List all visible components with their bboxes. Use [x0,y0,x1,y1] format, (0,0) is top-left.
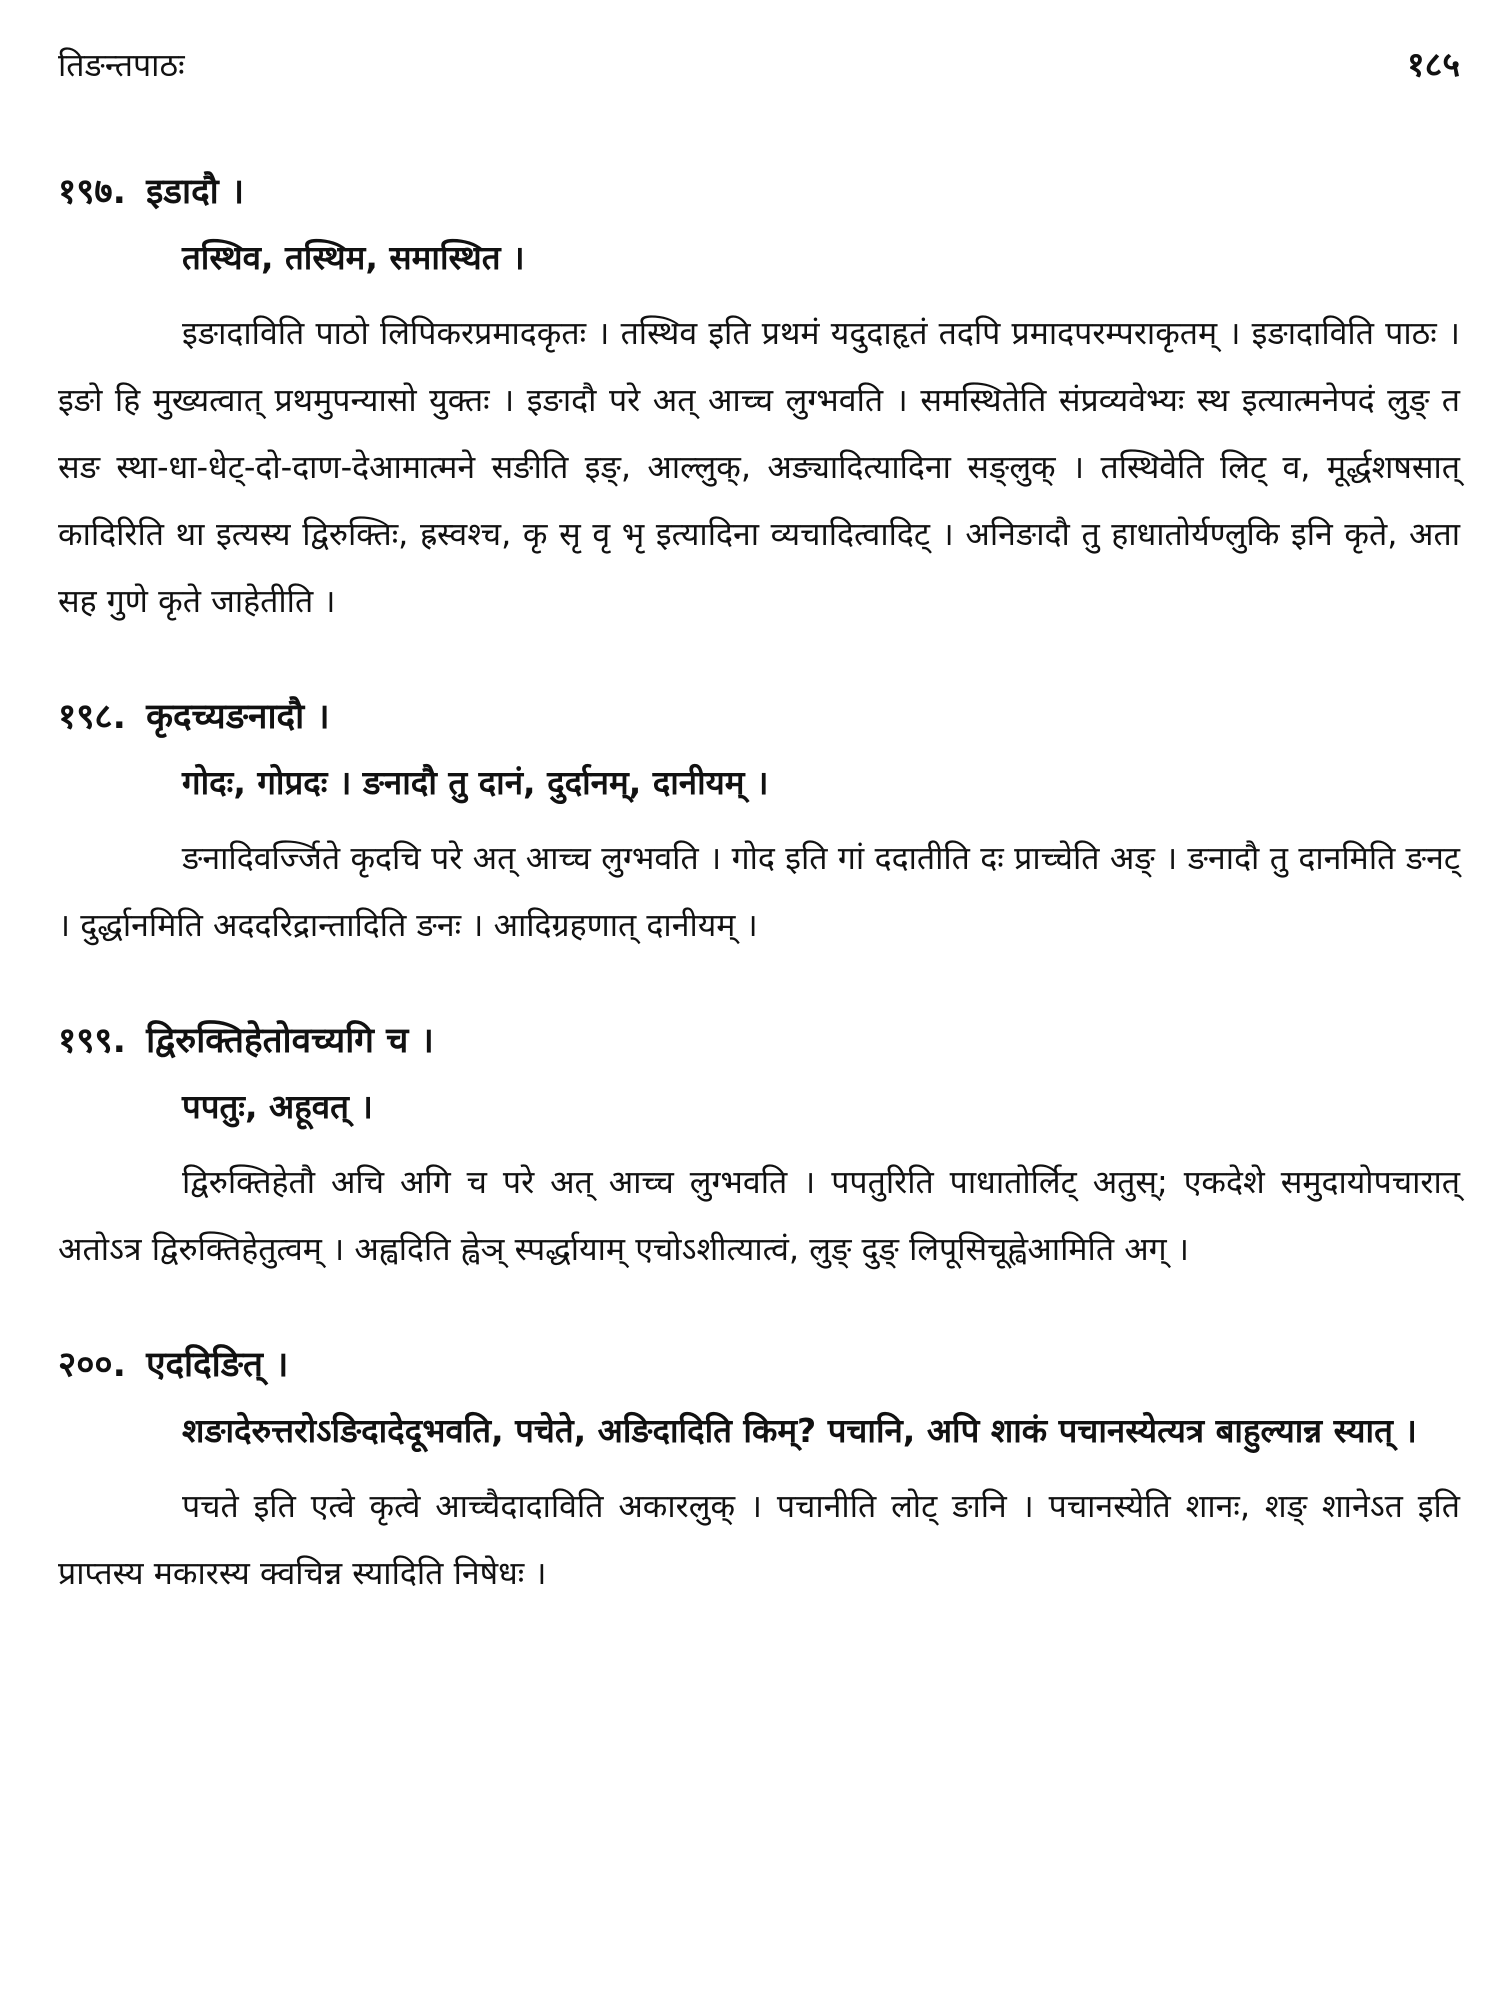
sutra-number: २००. [58,1345,126,1385]
sutra-heading [58,691,1460,743]
sutra-examples: गोदः, गोप्रदः । ङनादौ तु दानं, दुर्दानम्, दानीयम् । [182,763,769,802]
sutra-heading [58,1015,1460,1067]
sutra-heading [58,166,1460,218]
sutra-commentary: द्विरुक्तिहेतौ अचि अगि च परे अत् आच्च लुग्भवति । पपतुरिति पाधातोर्लिट् अतुस्; एकदेशे समुदायोपचारात् अतोऽत्र द्विरुक्तिहेतुत्वम् । अह्वदिति ह्वेञ् स्पर्द्धायाम् एचोऽशीत्यात्वं, लुङ् दुङ् लिपूसिचूह्वेआमिति अग् । [58,1163,1460,1268]
sutra-number: १९७. [58,172,126,212]
sutra-examples: शङादेरुत्तरोऽङिदादेदूभवति, पचेते, अङिदादिति किम्? पचानि, अपि शाकं पचानस्येत्यत्र बाहुल्यान्न स्यात् । [182,1411,1417,1450]
sutra-examples: पपतुः, अहूवत् । [182,1087,373,1126]
sutra-title: इडादौ । [146,172,245,212]
sutra-198 [58,691,1460,959]
sutra-commentary: ङनादिवर्ज्जिते कृदचि परे अत् आच्च लुग्भवति । गोद इति गां ददातीति दः प्राच्चेति अङ् । ङनादौ तु दानमिति ङनट् । दुर्द्धानमिति अददरिद्रान्तादिति ङनः । आदिग्रहणात् दानीयम् । [58,839,1460,944]
page-header [58,40,1460,110]
sutra-commentary: इङादाविति पाठो लिपिकरप्रमादकृतः । तस्थिव इति प्रथमं यदुदाहृतं तदपि प्रमादपरम्पराकृतम् । इङादाविति पाठः । इङो हि मुख्यत्वात् प्रथमुपन्यासो युक्तः । इङादौ परे अत् आच्च लुग्भवति । समस्थितेति संप्रव्यवेभ्यः स्थ इत्यात्मनेपदं लुङ् त सङ स्था-धा-धेट्-दो-दाण-देआमात्मने सङीति इङ्, आल्लुक्, अङ्यादित्यादिना सङ्लुक् । तस्थिवेति लिट् व, मूर्द्धशषसात् कादिरिति था इत्यस्य द्विरुक्तिः, ह्रस्वश्च, कृ सृ वृ भृ इत्यादिना व्यचादित्वादिट् । अनिङादौ तु हाधातोर्यण्लुकि इनि कृते, अता सह गुणे कृते जाहेतीति । [58,314,1460,620]
page-number: १८५ [1406,45,1460,85]
sutra-200 [58,1339,1460,1607]
sutra-number: १९९. [58,1021,126,1061]
sutra-197 [58,166,1460,635]
running-head: तिङन्तपाठः [58,46,185,84]
sutra-examples: तस्थिव, तस्थिम, समास्थित । [182,238,525,277]
sutra-199 [58,1015,1460,1283]
sutra-number: १९८. [58,697,126,737]
sutra-heading [58,1339,1460,1391]
sutra-title: कृदच्यङनादौ । [146,697,330,737]
sutra-examples-block [58,1405,1460,1457]
sutra-commentary: पचते इति एत्वे कृत्वे आच्चैदादाविति अकारलुक् । पचानीति लोट् ङानि । पचानस्येति शानः, शङ् शानेऽत इति प्राप्तस्य मकारस्य क्वचिन्न स्यादिति निषेधः । [58,1487,1460,1592]
sutra-title: द्विरुक्तिहेतोवच्यगि च । [146,1021,434,1061]
sutra-title: एददिङित् । [146,1345,289,1385]
